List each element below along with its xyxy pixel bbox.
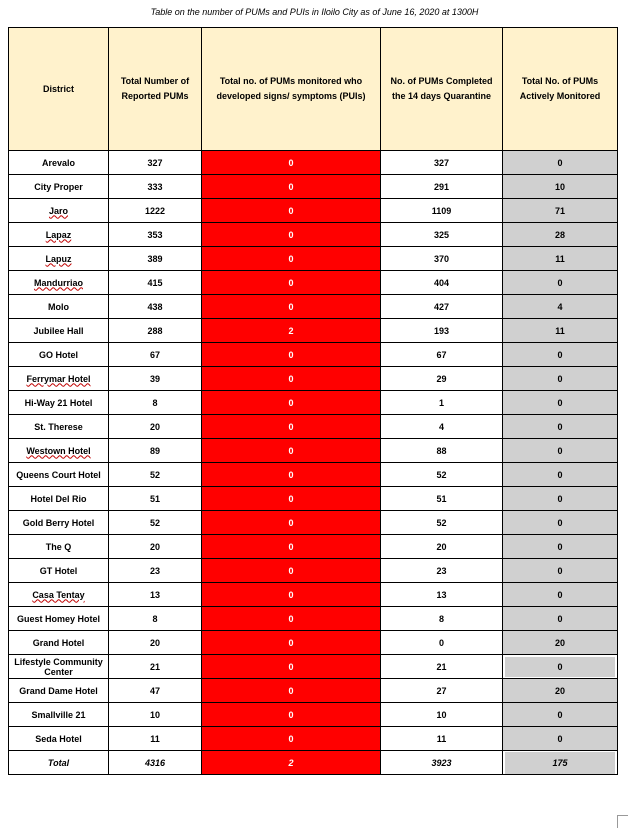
cell-completed: 8 (381, 607, 503, 631)
table-row (9, 607, 618, 631)
cell-district: Lifestyle Community Center (9, 655, 109, 679)
cell-completed: 291 (381, 175, 503, 199)
cell-active: 4 (503, 295, 618, 319)
cell-puis: 0 (202, 679, 381, 703)
cell-completed: 20 (381, 535, 503, 559)
cell-active: 0 (503, 367, 618, 391)
cell-puis: 0 (202, 343, 381, 367)
cell-completed: 27 (381, 679, 503, 703)
cell-district: Jaro (9, 199, 109, 223)
cell-active: 10 (503, 175, 618, 199)
table-row (9, 727, 618, 751)
cell-district: Hotel Del Rio (9, 487, 109, 511)
cell-completed: 52 (381, 463, 503, 487)
table-caption: Table on the number of PUMs and PUIs in Iloilo City as of June 16, 2020 at 1300H (150, 7, 479, 17)
cell-active: 0 (503, 583, 618, 607)
cell-district: City Proper (9, 175, 109, 199)
cell-reported: 10 (109, 703, 202, 727)
cell-reported: 39 (109, 367, 202, 391)
cell-completed: 88 (381, 439, 503, 463)
cell-puis: 0 (202, 655, 381, 679)
page-corner-mark (617, 815, 628, 828)
header-completed: No. of PUMs Completed the 14 days Quarantine (381, 28, 503, 151)
cell-reported: 11 (109, 727, 202, 751)
cell-reported: 389 (109, 247, 202, 271)
header-district: District (9, 28, 109, 151)
cell-puis: 0 (202, 415, 381, 439)
cell-district: Seda Hotel (9, 727, 109, 751)
cell-district: GO Hotel (9, 343, 109, 367)
cell-reported: 327 (109, 151, 202, 175)
table-row (9, 463, 618, 487)
cell-reported: 20 (109, 631, 202, 655)
total-puis: 2 (202, 751, 381, 775)
cell-district: Mandurriao (9, 271, 109, 295)
cell-reported: 23 (109, 559, 202, 583)
cell-active: 0 (503, 151, 618, 175)
cell-completed: 1 (381, 391, 503, 415)
cell-completed: 1109 (381, 199, 503, 223)
cell-puis: 0 (202, 703, 381, 727)
table-row (9, 199, 618, 223)
cell-reported: 353 (109, 223, 202, 247)
cell-completed: 404 (381, 271, 503, 295)
total-label: Total (9, 751, 109, 775)
cell-active: 0 (503, 511, 618, 535)
cell-district: Smallville 21 (9, 703, 109, 727)
cell-puis: 0 (202, 391, 381, 415)
table-row (9, 343, 618, 367)
cell-active: 0 (503, 343, 618, 367)
cell-puis: 0 (202, 463, 381, 487)
total-reported: 4316 (109, 751, 202, 775)
cell-puis: 0 (202, 631, 381, 655)
table-row (9, 679, 618, 703)
header-puis: Total no. of PUMs monitored who developed signs/ symptoms (PUIs) (202, 28, 381, 151)
cell-reported: 13 (109, 583, 202, 607)
cell-puis: 0 (202, 247, 381, 271)
cell-completed: 10 (381, 703, 503, 727)
cell-district: Guest Homey Hotel (9, 607, 109, 631)
cell-completed: 29 (381, 367, 503, 391)
cell-district: Gold Berry Hotel (9, 511, 109, 535)
cell-district: The Q (9, 535, 109, 559)
table-row (9, 415, 618, 439)
cell-completed: 193 (381, 319, 503, 343)
cell-district: Hi-Way 21 Hotel (9, 391, 109, 415)
cell-reported: 20 (109, 535, 202, 559)
table-row (9, 655, 618, 679)
cell-district: Lapuz (9, 247, 109, 271)
cell-active: 0 (503, 655, 618, 679)
header-row (9, 28, 618, 151)
cell-reported: 52 (109, 511, 202, 535)
cell-district: Ferrymar Hotel (9, 367, 109, 391)
cell-completed: 427 (381, 295, 503, 319)
cell-active: 0 (503, 607, 618, 631)
cell-district: St. Therese (9, 415, 109, 439)
header-active: Total No. of PUMs Actively Monitored (503, 28, 618, 151)
cell-puis: 0 (202, 199, 381, 223)
cell-active: 0 (503, 271, 618, 295)
cell-reported: 438 (109, 295, 202, 319)
table-row (9, 631, 618, 655)
cell-puis: 0 (202, 367, 381, 391)
table-row (9, 271, 618, 295)
cell-active: 0 (503, 487, 618, 511)
cell-district: Queens Court Hotel (9, 463, 109, 487)
cell-district: Grand Hotel (9, 631, 109, 655)
total-completed: 3923 (381, 751, 503, 775)
cell-reported: 8 (109, 607, 202, 631)
cell-completed: 0 (381, 631, 503, 655)
cell-reported: 89 (109, 439, 202, 463)
cell-puis: 0 (202, 175, 381, 199)
cell-completed: 370 (381, 247, 503, 271)
total-row (9, 751, 618, 775)
table-row (9, 391, 618, 415)
cell-puis: 0 (202, 487, 381, 511)
cell-active: 11 (503, 319, 618, 343)
cell-reported: 415 (109, 271, 202, 295)
cell-district: Casa Tentay (9, 583, 109, 607)
cell-reported: 21 (109, 655, 202, 679)
cell-puis: 0 (202, 271, 381, 295)
cell-active: 0 (503, 559, 618, 583)
cell-district: Westown Hotel (9, 439, 109, 463)
cell-puis: 0 (202, 511, 381, 535)
cell-active: 0 (503, 439, 618, 463)
cell-puis: 0 (202, 559, 381, 583)
table-row (9, 511, 618, 535)
cell-district: Lapaz (9, 223, 109, 247)
cell-completed: 67 (381, 343, 503, 367)
cell-active: 71 (503, 199, 618, 223)
table-row (9, 583, 618, 607)
cell-puis: 0 (202, 727, 381, 751)
cell-puis: 2 (202, 319, 381, 343)
cell-active: 0 (503, 463, 618, 487)
table-row (9, 559, 618, 583)
cell-active: 0 (503, 535, 618, 559)
cell-active: 11 (503, 247, 618, 271)
header-reported: Total Number of Reported PUMs (109, 28, 202, 151)
cell-active: 20 (503, 631, 618, 655)
table-row (9, 247, 618, 271)
cell-completed: 327 (381, 151, 503, 175)
cell-district: Molo (9, 295, 109, 319)
table-row (9, 703, 618, 727)
cell-reported: 51 (109, 487, 202, 511)
cell-active: 28 (503, 223, 618, 247)
cell-active: 20 (503, 679, 618, 703)
table-row (9, 535, 618, 559)
cell-completed: 52 (381, 511, 503, 535)
table-row (9, 295, 618, 319)
cell-reported: 1222 (109, 199, 202, 223)
cell-reported: 8 (109, 391, 202, 415)
cell-puis: 0 (202, 535, 381, 559)
cell-puis: 0 (202, 223, 381, 247)
cell-district: GT Hotel (9, 559, 109, 583)
total-active: 175 (503, 751, 618, 775)
cell-completed: 11 (381, 727, 503, 751)
cell-reported: 20 (109, 415, 202, 439)
cell-puis: 0 (202, 583, 381, 607)
cell-reported: 47 (109, 679, 202, 703)
cell-reported: 52 (109, 463, 202, 487)
table-row (9, 319, 618, 343)
table-body (9, 151, 618, 775)
cell-completed: 325 (381, 223, 503, 247)
cell-completed: 51 (381, 487, 503, 511)
table-row (9, 175, 618, 199)
cell-active: 0 (503, 415, 618, 439)
cell-reported: 67 (109, 343, 202, 367)
table-row (9, 487, 618, 511)
cell-district: Grand Dame Hotel (9, 679, 109, 703)
cell-puis: 0 (202, 607, 381, 631)
cell-puis: 0 (202, 439, 381, 463)
cell-puis: 0 (202, 295, 381, 319)
cell-district: Jubilee Hall (9, 319, 109, 343)
table-row (9, 367, 618, 391)
cell-reported: 333 (109, 175, 202, 199)
cell-completed: 21 (381, 655, 503, 679)
table-row (9, 439, 618, 463)
cell-active: 0 (503, 727, 618, 751)
cell-completed: 23 (381, 559, 503, 583)
table-row (9, 151, 618, 175)
pum-pui-table (8, 27, 618, 775)
cell-district: Arevalo (9, 151, 109, 175)
cell-active: 0 (503, 703, 618, 727)
cell-completed: 13 (381, 583, 503, 607)
cell-puis: 0 (202, 151, 381, 175)
cell-completed: 4 (381, 415, 503, 439)
table-row (9, 223, 618, 247)
cell-reported: 288 (109, 319, 202, 343)
cell-active: 0 (503, 391, 618, 415)
